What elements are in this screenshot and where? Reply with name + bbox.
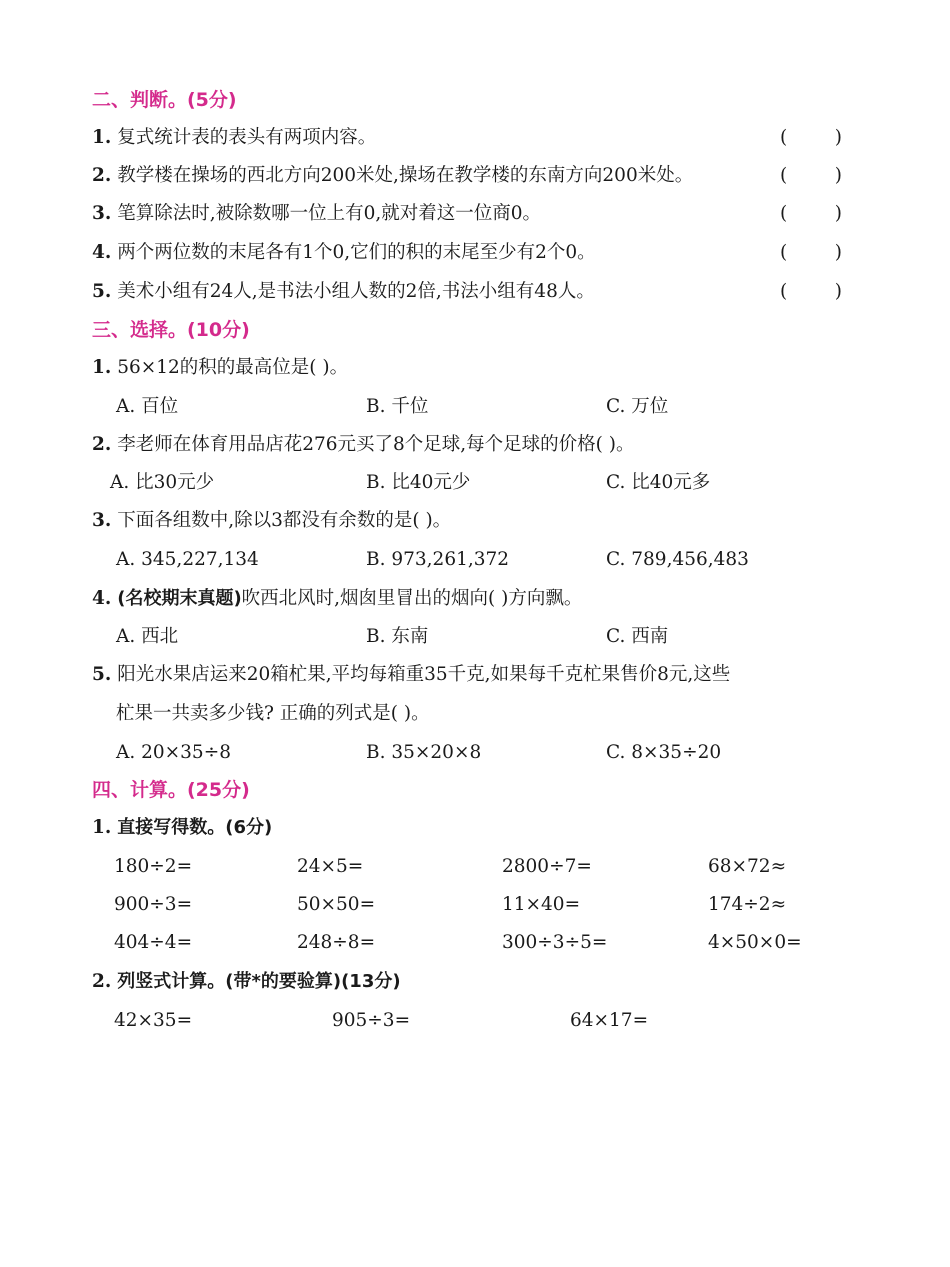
calc-subheading-2	[92, 969, 401, 995]
judge-item-1	[92, 125, 376, 151]
item-text: 复式统计表的表头有两项内容。	[117, 127, 377, 148]
subheading-text: 列竖式计算。(带*的要验算)(13分)	[117, 971, 401, 992]
item-number: 4.	[92, 242, 112, 263]
item-number: 1.	[92, 357, 112, 378]
paren-open: (	[780, 165, 788, 186]
judge-item-3	[92, 201, 541, 227]
oral-calc-item: 180÷2=	[114, 856, 193, 877]
option-b[interactable]: B. 东南	[366, 626, 429, 647]
oral-calc-item: 24×5=	[297, 856, 364, 877]
answer-blank[interactable]	[780, 163, 842, 189]
answer-blank[interactable]	[780, 240, 842, 266]
oral-calc-item: 248÷8=	[297, 932, 376, 953]
option-c[interactable]: C. 比40元多	[606, 472, 711, 493]
option-a[interactable]: A. 20×35÷8	[116, 742, 231, 763]
choice-question-1	[92, 355, 348, 381]
item-number: 5.	[92, 664, 112, 685]
item-text: 两个两位数的末尾各有1个0,它们的积的末尾至少有2个0。	[117, 242, 596, 263]
option-b[interactable]: B. 35×20×8	[366, 742, 482, 763]
section-heading-choice: 三、选择。(10分)	[92, 319, 250, 341]
paren-close: )	[834, 203, 842, 224]
oral-calc-item: 174÷2≈	[708, 894, 787, 915]
source-tag: (名校期末真题)	[117, 588, 242, 609]
item-number: 1.	[92, 127, 112, 148]
item-number: 2.	[92, 971, 112, 992]
oral-calc-item: 11×40=	[502, 894, 581, 915]
option-a[interactable]: A. 345,227,134	[116, 549, 259, 570]
option-c[interactable]: C. 万位	[606, 396, 669, 417]
question-text: 李老师在体育用品店花276元买了8个足球,每个足球的价格( )。	[117, 434, 635, 455]
question-text: 吹西北风时,烟囱里冒出的烟向( )方向飘。	[241, 588, 583, 609]
paren-open: (	[780, 203, 788, 224]
paren-close: )	[834, 127, 842, 148]
oral-calc-item: 68×72≈	[708, 856, 787, 877]
oral-calc-item: 4×50×0=	[708, 932, 802, 953]
choice-question-3	[92, 508, 451, 534]
item-number: 3.	[92, 203, 112, 224]
option-b[interactable]: B. 比40元少	[366, 472, 471, 493]
answer-blank[interactable]	[780, 201, 842, 227]
judge-item-4	[92, 240, 596, 266]
judge-item-5	[92, 279, 595, 305]
paren-close: )	[834, 281, 842, 302]
choice-question-4	[92, 586, 582, 612]
vertical-calc-item: 64×17=	[570, 1010, 649, 1031]
question-text: 阳光水果店运来20箱杧果,平均每箱重35千克,如果每千克杧果售价8元,这些	[117, 664, 731, 685]
subheading-text: 直接写得数。(6分)	[117, 817, 273, 838]
item-number: 2.	[92, 165, 112, 186]
item-number: 4.	[92, 588, 112, 609]
question-text-continued: 杧果一共卖多少钱? 正确的列式是( )。	[116, 703, 430, 724]
option-a[interactable]: A. 西北	[116, 626, 179, 647]
vertical-calc-item: 42×35=	[114, 1010, 193, 1031]
item-number: 5.	[92, 281, 112, 302]
choice-question-2	[92, 432, 635, 458]
option-c[interactable]: C. 西南	[606, 626, 669, 647]
option-b[interactable]: B. 千位	[366, 396, 429, 417]
oral-calc-item: 2800÷7=	[502, 856, 592, 877]
question-text: 下面各组数中,除以3都没有余数的是( )。	[117, 510, 452, 531]
section-heading-judge: 二、判断。(5分)	[92, 89, 237, 111]
paren-close: )	[834, 242, 842, 263]
oral-calc-item: 404÷4=	[114, 932, 193, 953]
oral-calc-item: 50×50=	[297, 894, 376, 915]
option-b[interactable]: B. 973,261,372	[366, 549, 510, 570]
item-number: 3.	[92, 510, 112, 531]
item-text: 美术小组有24人,是书法小组人数的2倍,书法小组有48人。	[117, 281, 595, 302]
choice-question-5	[92, 662, 730, 688]
option-c[interactable]: C. 789,456,483	[606, 549, 749, 570]
item-number: 2.	[92, 434, 112, 455]
oral-calc-item: 300÷3÷5=	[502, 932, 608, 953]
paren-close: )	[834, 165, 842, 186]
option-c[interactable]: C. 8×35÷20	[606, 742, 722, 763]
answer-blank[interactable]	[780, 279, 842, 305]
option-a[interactable]: A. 比30元少	[110, 472, 215, 493]
oral-calc-item: 900÷3=	[114, 894, 193, 915]
answer-blank[interactable]	[780, 125, 842, 151]
option-a[interactable]: A. 百位	[116, 396, 179, 417]
calc-subheading-1	[92, 815, 272, 841]
item-number: 1.	[92, 817, 112, 838]
judge-item-2	[92, 163, 693, 189]
question-text: 56×12的积的最高位是( )。	[117, 357, 349, 378]
item-text: 教学楼在操场的西北方向200米处,操场在教学楼的东南方向200米处。	[117, 165, 694, 186]
vertical-calc-item: 905÷3=	[332, 1010, 411, 1031]
paren-open: (	[780, 281, 788, 302]
section-heading-calc: 四、计算。(25分)	[92, 779, 250, 801]
paren-open: (	[780, 127, 788, 148]
item-text: 笔算除法时,被除数哪一位上有0,就对着这一位商0。	[117, 203, 542, 224]
paren-open: (	[780, 242, 788, 263]
